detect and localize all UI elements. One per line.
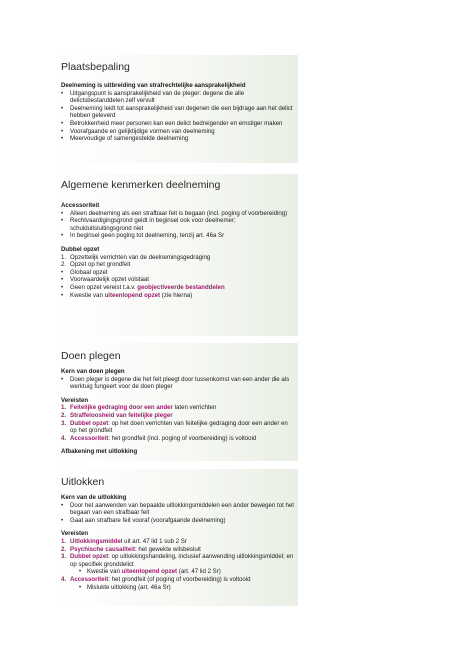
list-item: 3. Dubbel opzet: op het doen verrichten van feitelijke gedraging door een ander en op het grondfeit bbox=[61, 419, 288, 435]
list-item: 2. Straffeloosheid van feitelijke pleger bbox=[61, 411, 173, 419]
list-item: • Alleen deelneming als een strafbaar feit is begaan (incl. poging of voorbereiding) bbox=[61, 209, 288, 217]
bullet-icon: • bbox=[61, 283, 64, 291]
bullet-icon: • bbox=[79, 568, 82, 576]
slide-body bbox=[61, 494, 294, 591]
list-item: • Gaat aan strafbare feit vooraf (voorafgaande deelneming) bbox=[61, 516, 226, 524]
bullet-icon: • bbox=[61, 119, 64, 127]
list-item: 4. Accessoriteit: het grondfeit (incl. poging of voorbereiding) is voltooid bbox=[61, 434, 257, 442]
list-item: 4. Accessoriteit: het grondfeit (of poging of voorbereiding) is voltooid bbox=[61, 575, 251, 583]
list-item: 1. Feitelijke gedraging door een ander laten verrichten bbox=[61, 404, 217, 412]
bullet-icon: • bbox=[79, 583, 82, 591]
bullet-icon: • bbox=[61, 375, 64, 383]
list-item: • Betrokkenheid meer personen kan een delict bedreigender en ernstiger maken bbox=[61, 119, 283, 127]
bullet-icon: • bbox=[61, 232, 64, 240]
list-item: • Geen opzet vereist t.a.v. geobjectiveerde bestanddelen bbox=[61, 283, 225, 291]
slide-body bbox=[61, 368, 294, 456]
slide-title: Uitlokken bbox=[61, 476, 105, 488]
list-item: • Meervoudige of samengestelde deelneming bbox=[61, 135, 189, 143]
list-item: • Door het aanwenden van bepaalde uitlokkingsmiddelen een ander bewegen tot het begaan van een strafbaar feit bbox=[61, 501, 294, 517]
bullet-icon: • bbox=[61, 104, 64, 112]
sub-list-item: • Kwestie van uiteenlopend opzet (art. 47 lid 2 Sr) bbox=[79, 568, 221, 576]
slide-body bbox=[61, 82, 294, 143]
slide-title: Algemene kenmerken deelneming bbox=[61, 179, 221, 191]
section-heading: Afbakening met uitlokking bbox=[61, 448, 138, 456]
bullet-icon: • bbox=[61, 516, 64, 524]
list-item: 1. Opzettelijk verrichten van de deelnemingsgedraging bbox=[61, 253, 211, 261]
list-item: 1. Uitlokkingsmiddel uit art. 47 lid 1 sub 2 Sr bbox=[61, 537, 187, 545]
slide-doen-plegen bbox=[56, 343, 298, 461]
bullet-icon: • bbox=[61, 135, 64, 143]
list-item: 2. Opzet op het grondfeit bbox=[61, 261, 131, 269]
list-item: • Uitgangspunt is aansprakelijkheid van de pleger: degene die alle delictsbestanddelen zelf vervult bbox=[61, 89, 245, 105]
list-item: • Voorwaardelijk opzet volstaat bbox=[61, 276, 149, 284]
section-heading: Kern van doen plegen bbox=[61, 368, 125, 375]
section-heading: Dubbel opzet bbox=[61, 245, 100, 253]
section-heading: Kern van de uitlokking bbox=[61, 494, 127, 501]
bullet-icon: • bbox=[61, 276, 64, 284]
section-heading: Accessoriteit bbox=[61, 202, 100, 209]
bullet-icon: • bbox=[61, 217, 64, 225]
bullet-icon: • bbox=[61, 209, 64, 217]
slide-heading: Deelneming is uitbreiding van strafrechtelijke aansprakelijkheid bbox=[61, 82, 246, 89]
bullet-icon: • bbox=[61, 291, 64, 299]
bullet-icon: • bbox=[61, 127, 64, 135]
section-heading: Vereisten bbox=[61, 396, 89, 404]
list-item: • In beginsel geen poging tot deelneming, tenzij art. 46a Sr bbox=[61, 232, 225, 240]
slide-title: Doen plegen bbox=[61, 350, 121, 362]
list-item: • Globaal opzet bbox=[61, 268, 108, 276]
slide-title: Plaatsbepaling bbox=[61, 61, 130, 73]
slide-algemene-kenmerken bbox=[56, 174, 298, 336]
list-item: 2. Psychische causaliteit: het gewekte wilsbesluit bbox=[61, 545, 201, 553]
bullet-icon: • bbox=[61, 268, 64, 276]
bullet-icon: • bbox=[61, 89, 64, 97]
list-item: • Rechtvaardigingsgrond geldt in beginsel ook voor deelnemer; schulduitsluitingsgrond niet bbox=[61, 217, 236, 232]
list-item: • Kwestie van uiteenlopend opzet (zie hierna) bbox=[61, 291, 193, 299]
list-item: 3. Dubbel opzet: op uitlokkingshandeling, inclusief aanwending uitlokkingsmiddel; en op specifiek gronddelict bbox=[61, 553, 294, 568]
bullet-icon: • bbox=[61, 501, 64, 509]
list-item: • Voorafgaande en gelijktijdige vormen van deelneming bbox=[61, 127, 215, 135]
list-item: • Deelneming leidt tot aansprakelijkheid van degenen die een bijdrage aan het delict hebben geleverd bbox=[61, 104, 293, 120]
section-heading: Vereisten bbox=[61, 530, 89, 538]
slide-plaatsbepaling bbox=[56, 55, 298, 163]
slide-uitlokken bbox=[56, 469, 298, 606]
list-item: • Doen pleger is degene die het feit pleegt door tussenkomst van een ander die als werktuig fungeert voor de doen pleger bbox=[61, 375, 290, 391]
sub-list-item: • Mislukte uitlokking (art. 46a Sr) bbox=[79, 583, 171, 591]
slide-body bbox=[61, 202, 294, 299]
